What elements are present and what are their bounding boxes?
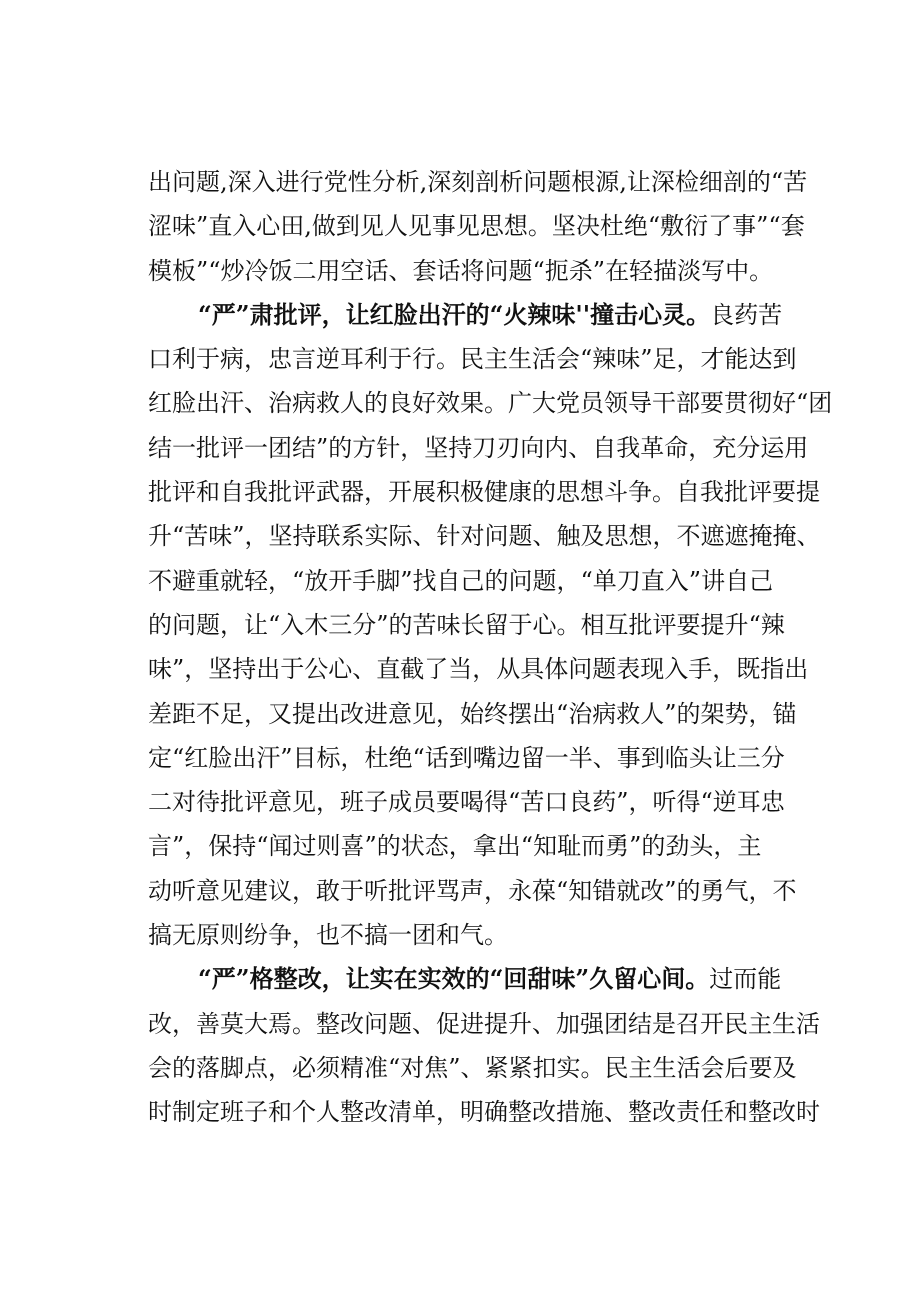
paragraph-line: 改，善莫大焉。整改问题、促进提升、加强团结是召开民主生活 — [148, 1009, 820, 1038]
paragraph-line: 时制定班子和个人整改清单，明确整改措施、整改责任和整改时 — [148, 1098, 820, 1127]
paragraph-line: 言”，保持“闻过则喜”的状态，拿出“知耻而勇”的劲头，主 — [148, 832, 762, 861]
paragraph-3 — [148, 957, 820, 1134]
paragraph-line: 批评和自我批评武器，开展积极健康的思想斗争。自我批评要提 — [148, 478, 820, 507]
paragraph-line: 会的落脚点，必须精准“对焦”、紧紧扣实。民主生活会后要及 — [148, 1053, 797, 1082]
paragraph-line: 升“苦味”，坚持联系实际、针对问题、触及思想，不遮遮掩掩、 — [148, 522, 821, 551]
paragraph-line: 二对待批评意见，班子成员要喝得“苦口良药”，听得“逆耳忠 — [148, 788, 785, 817]
paragraph-lead-text: 过而能 — [709, 965, 782, 994]
paragraph-lead-text: 良药苦 — [710, 300, 783, 329]
paragraph-line: 差距不足，又提出改进意见，始终摆出“治病救人”的架势，锚 — [148, 699, 797, 728]
paragraph-line: 不避重就轻，“放开手脚”找自己的问题，“单刀直入”讲自己 — [148, 566, 774, 595]
paragraph-line: 动听意见建议，敢于听批评骂声，永葆“知错就改”的勇气，不 — [148, 876, 797, 905]
paragraph-line: 味”，坚持出于公心、直截了当，从具体问题表现入手，既指出 — [148, 655, 809, 684]
paragraph-line: 红脸出汗、治病救人的良好效果。广大党员领导干部要贯彻好“团 — [148, 389, 833, 418]
paragraph-line: 模板”“炒冷饭二用空话、套话将问题“扼杀”在轻描淡写中。 — [148, 256, 774, 285]
paragraph-line: 涩味”直入心田,做到见人见事见思想。坚决杜绝“敷衍了事”“套 — [148, 212, 805, 241]
paragraph-heading: “严”格整改，让实在实效的“回甜味”久留心间。 — [198, 964, 710, 994]
paragraph-line: 定“红脸出汗”目标，杜绝“话到嘴边留一半、事到临头让三分 — [148, 743, 785, 772]
document-body — [148, 160, 833, 1135]
paragraph-1 — [148, 160, 808, 293]
paragraph-line: 出问题,深入进行党性分析,深刻剖析问题根源,让深检细剖的“苦 — [148, 168, 808, 196]
paragraph-line: 搞无原则纷争，也不搞一团和气。 — [148, 921, 508, 950]
paragraph-2 — [148, 293, 833, 957]
paragraph-line: 的问题，让“入木三分”的苦味长留于心。相互批评要提升“辣 — [148, 610, 785, 639]
paragraph-heading: “严”肃批评，让红脸出汗的“火辣味''撞击心灵。 — [198, 299, 711, 329]
paragraph-line: 口利于病，忠言逆耳利于行。民主生活会“辣味”足，才能达到 — [148, 345, 797, 374]
paragraph-line: 结一批评一团结”的方针，坚持刀刃向内、自我革命，充分运用 — [148, 433, 809, 462]
paragraph-first-line — [148, 957, 808, 1001]
paragraph-first-line — [148, 293, 808, 337]
